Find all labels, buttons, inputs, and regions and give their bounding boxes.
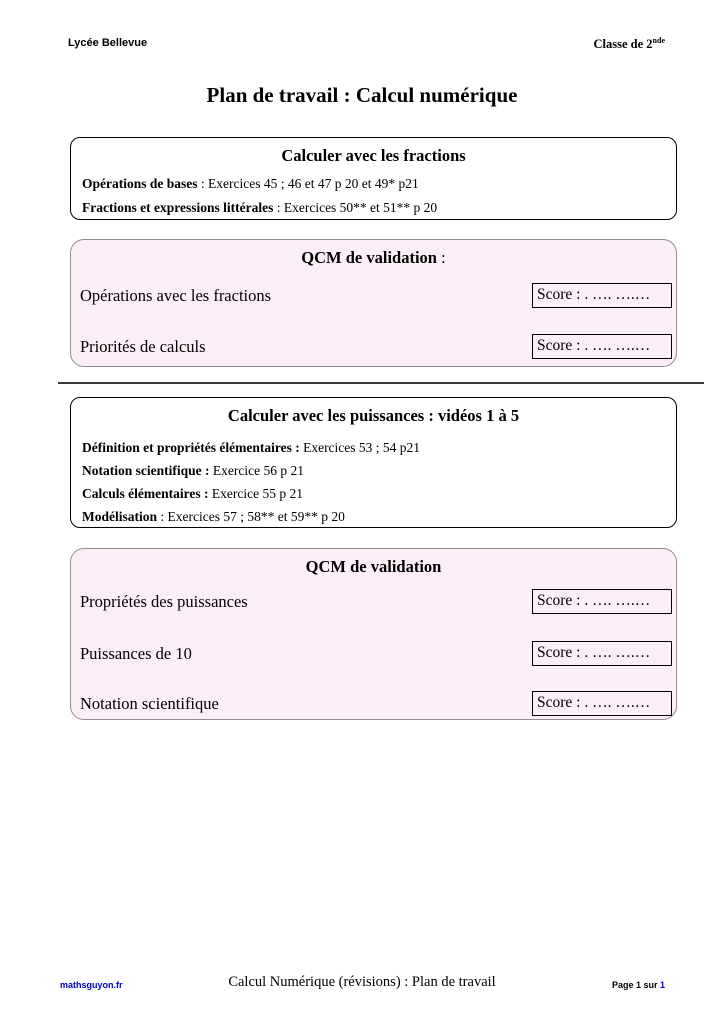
exercise-text: : Exercices 57 ; 58** et 59** p 20 (157, 509, 345, 524)
qcm-row (80, 334, 672, 359)
score-field: Score : . …. ….… (532, 283, 672, 308)
exercise-line (82, 509, 668, 525)
page-indicator-text: Page 1 sur (611, 980, 660, 990)
school-name: Lycée Bellevue (68, 37, 148, 49)
exercise-line (82, 176, 668, 192)
section-divider (58, 382, 704, 384)
qcm-row (80, 589, 672, 614)
class-label-base: Classe de 2 (593, 37, 653, 52)
exercise-text: Exercice 56 p 21 (209, 463, 304, 478)
score-field: Score : . …. ….… (532, 334, 672, 359)
exercise-label: Définition et propriétés élémentaires : (82, 440, 300, 455)
qcm-topic-label: Notation scientifique (80, 693, 219, 713)
exercise-label: Modélisation (82, 509, 158, 524)
qcm-topic-label: Propriétés des puissances (80, 591, 248, 611)
qcm-topic-label: Puissances de 10 (80, 643, 192, 663)
qcm-title: QCM de validation (305, 557, 442, 576)
page-indicator (612, 980, 665, 990)
exercise-text: : Exercices 50** et 51** p 20 (273, 200, 438, 215)
score-field: Score : . …. ….… (532, 641, 672, 666)
qcm-topic-label: Opérations avec les fractions (80, 285, 272, 305)
exercise-line (82, 463, 668, 479)
document-title: Plan de travail : Calcul numérique (206, 83, 518, 107)
website-link[interactable]: mathsguyon.fr (60, 980, 123, 990)
section-puissances (70, 397, 677, 528)
exercise-label: Fractions et expressions littérales (82, 200, 274, 215)
section-fractions (70, 137, 677, 220)
section-qcm-fractions (70, 239, 677, 367)
exercise-line (82, 200, 668, 216)
section-qcm-puissances (70, 548, 677, 720)
score-field: Score : . …. ….… (532, 589, 672, 614)
qcm-title-text: QCM de validation (301, 248, 437, 267)
qcm-title-colon: : (436, 248, 446, 267)
section-title: Calculer avec les fractions (281, 146, 466, 165)
exercise-label: Calculs élémentaires : (82, 486, 209, 501)
qcm-title (71, 248, 676, 268)
qcm-row (80, 283, 672, 308)
section-title: Calculer avec les puissances : vidéos 1 à 5 (227, 406, 520, 425)
exercise-label: Opérations de bases (82, 176, 198, 191)
class-label (594, 36, 665, 52)
exercise-text: Exercices 53 ; 54 p21 (299, 440, 421, 455)
page-number-link[interactable]: 1 (659, 980, 665, 990)
qcm-topic-label: Priorités de calculs (80, 336, 206, 356)
exercise-text: Exercice 55 p 21 (208, 486, 303, 501)
footer-document-title: Calcul Numérique (révisions) : Plan de travail (228, 974, 496, 990)
class-label-superscript: nde (652, 36, 665, 45)
exercise-label: Notation scientifique : (82, 463, 210, 478)
exercise-line (82, 440, 668, 456)
qcm-row (80, 641, 672, 666)
score-field: Score : . …. ….… (532, 691, 672, 716)
exercise-line (82, 486, 668, 502)
qcm-row (80, 691, 672, 716)
exercise-text: : Exercices 45 ; 46 et 47 p 20 et 49* p21 (197, 176, 419, 191)
